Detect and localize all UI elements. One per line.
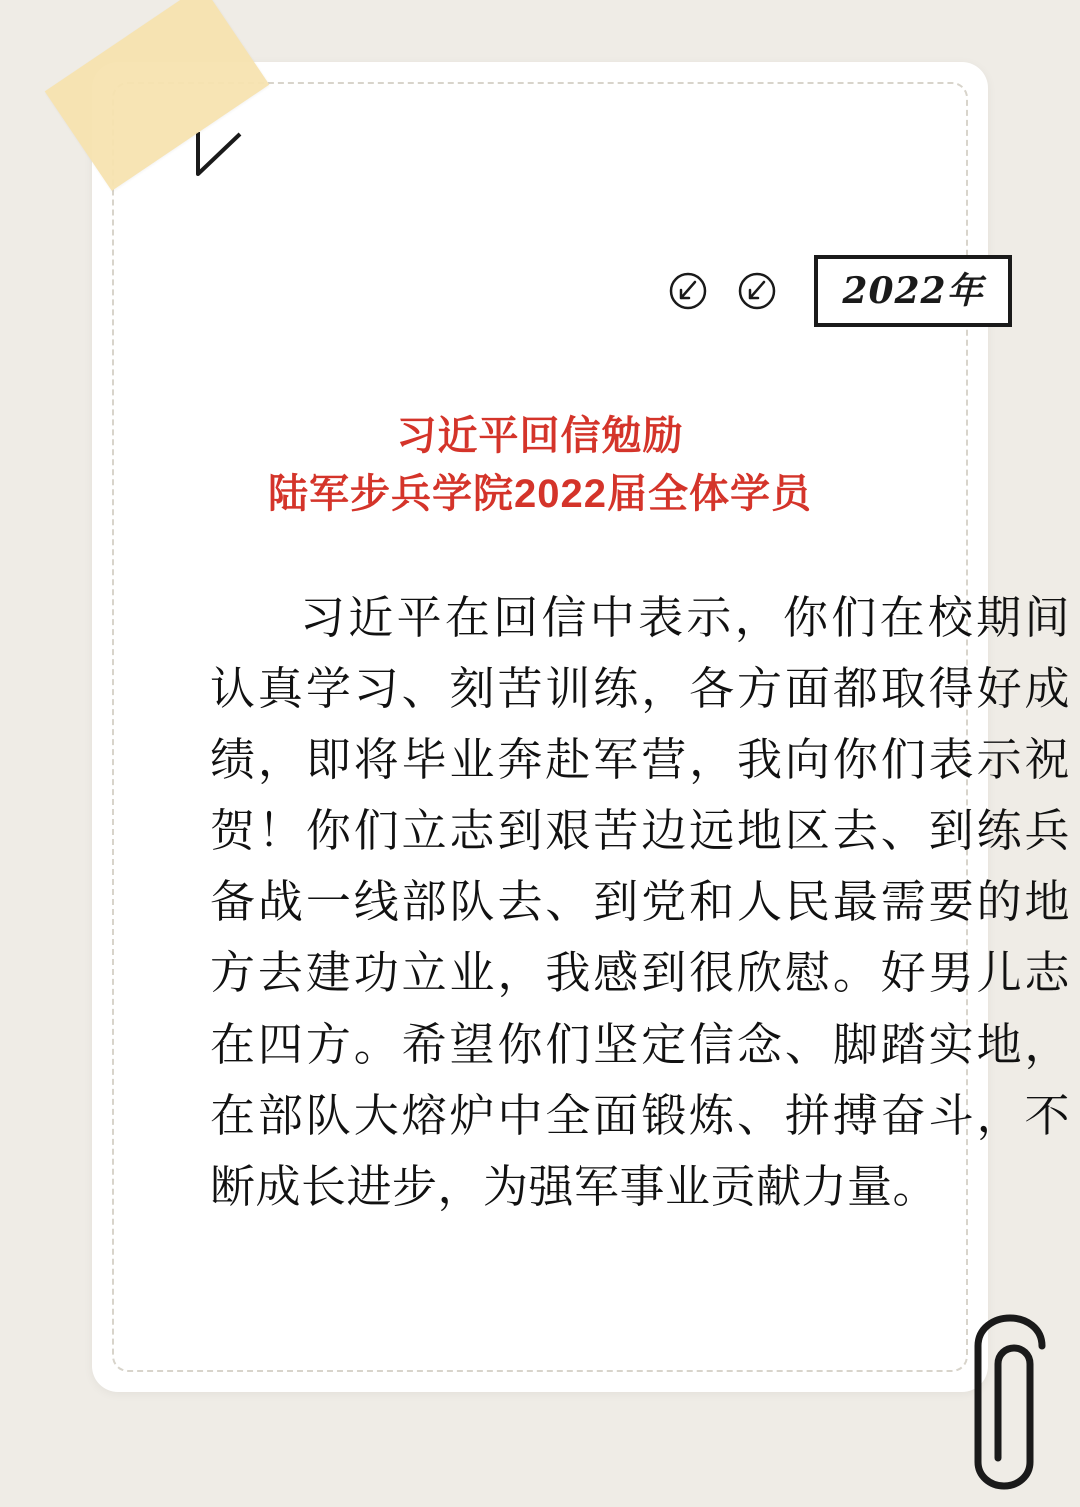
paperclip-icon [954, 1312, 1074, 1502]
title-line-1: 习近平回信勉励 [396, 414, 684, 458]
page-title [152, 407, 928, 523]
arrow-mark-icon [668, 271, 708, 311]
year-badge [814, 255, 1012, 327]
article-paragraph: 习近平在回信中表示，你们在校期间认真学习、刻苦训练，各方面都取得好成绩，即将毕业奔赴军营，我向你们表示祝贺！你们立志到艰苦边远地区去、到练兵备战一线部队去、到党和人民最需要的地方去建功立业，我感到很欣慰。好男儿志在四方。希望你们坚定信念、脚踏实地，在部队大熔炉中全面锻炼、拼搏奋斗，不断成长进步，为强军事业贡献力量。 [210, 592, 1070, 1212]
arrow-mark-icon [737, 271, 777, 311]
note-card [92, 62, 1070, 1392]
year-badge-label: 2022年 [842, 270, 984, 312]
title-line-2: 陆军步兵学院2022届全体学员 [268, 472, 812, 516]
